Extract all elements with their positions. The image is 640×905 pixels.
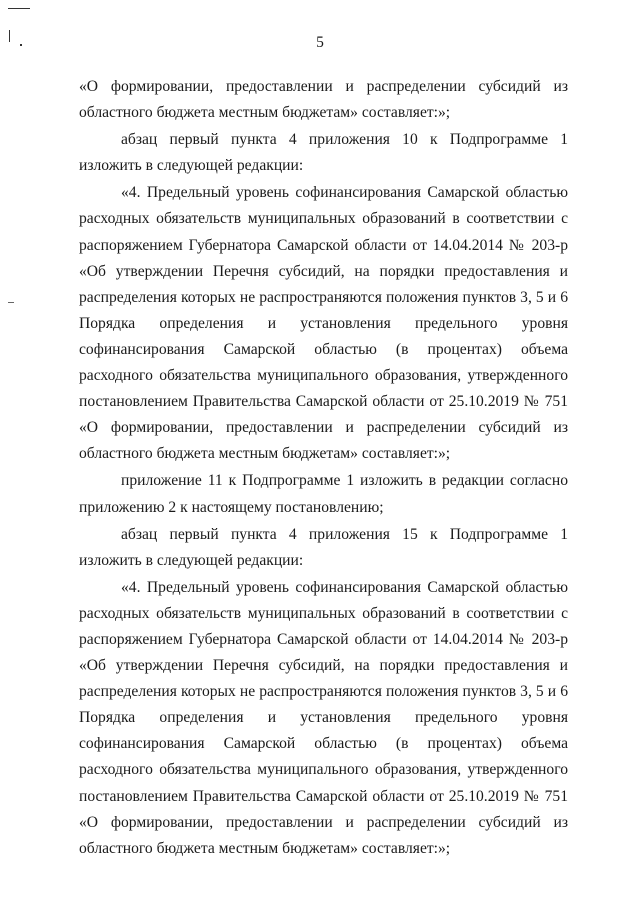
paragraph: «О формировании, предоставлении и распределении субсидий из областного бюджета местным бюджетам» составляет:»; bbox=[79, 78, 568, 122]
page-number: 5 bbox=[316, 34, 324, 51]
scan-mark bbox=[8, 302, 14, 303]
paragraph: абзац первый пункта 4 приложения 15 к Подпрограмме 1 изложить в следующей редакции: bbox=[79, 525, 568, 569]
document-body bbox=[79, 74, 568, 862]
paragraph: абзац первый пункта 4 приложения 10 к Подпрограмме 1 изложить в следующей редакции: bbox=[79, 131, 568, 175]
paragraph: приложение 11 к Подпрограмме 1 изложить в редакции согласно приложению 2 к настоящему постановлению; bbox=[79, 472, 568, 516]
paragraph: «4. Предельный уровень софинансирования Самарской областью расходных обязательств муниципальных образований в соответствии с распоряжением Губернатора Самарской области от 14.04.2014 № 203-р «Об утверждении Перечня субсидий, на порядки предоставления и распределения которых не распространяются положения пунктов 3, 5 и 6 Порядка определения и установления предельного уровня софинансирования Самарской областью (в процентах) объема расходного обязательства муниципального образования, утвержденного постановлением Правительства Самарской области от 25.10.2019 № 751 «О формировании, предоставлении и распределении субсидий из областного бюджета местным бюджетам» составляет:»; bbox=[79, 184, 568, 463]
paragraph: «4. Предельный уровень софинансирования Самарской областью расходных обязательств муниципальных образований в соответствии с распоряжением Губернатора Самарской области от 14.04.2014 № 203-р «Об утверждении Перечня субсидий, на порядки предоставления и распределения которых не распространяются положения пунктов 3, 5 и 6 Порядка определения и установления предельного уровня софинансирования Самарской областью (в процентах) объема расходного обязательства муниципального образования, утвержденного постановлением Правительства Самарской области от 25.10.2019 № 751 «О формировании, предоставлении и распределении субсидий из областного бюджета местным бюджетам» составляет:»; bbox=[79, 578, 568, 857]
scan-mark bbox=[8, 8, 30, 9]
